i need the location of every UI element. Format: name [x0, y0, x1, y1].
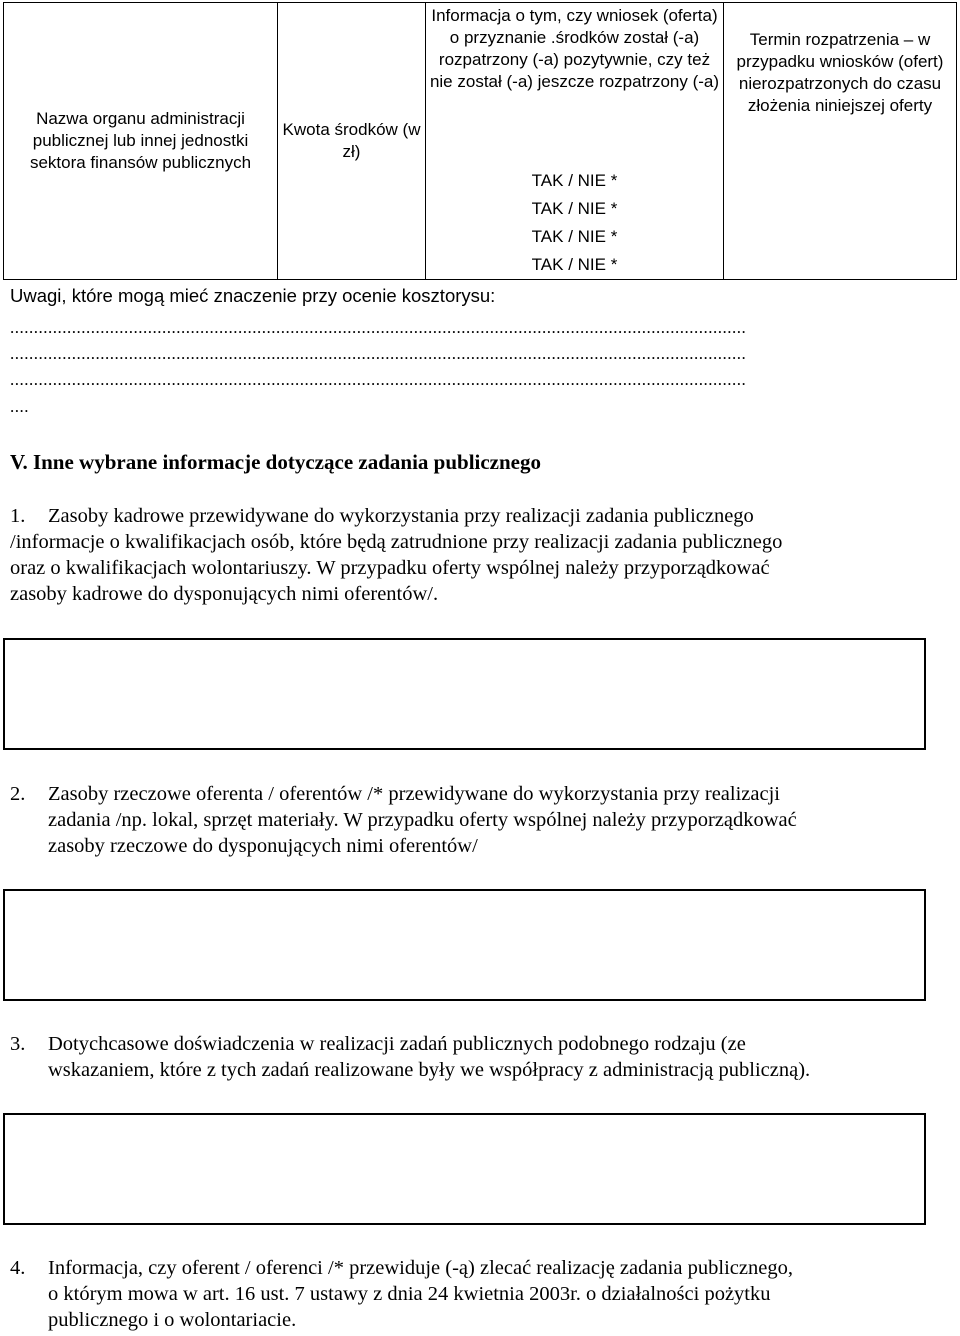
item-text-line: Zasoby rzeczowe oferenta / oferentów /* przewidywane do wykorzystania przy realizacji	[48, 783, 780, 805]
answer-box-staff[interactable]	[3, 638, 926, 750]
remarks-dotted-line: ...........................................................................................................................................................	[10, 318, 747, 337]
item-number: 2.	[10, 783, 26, 805]
status-option: TAK / NIE *	[531, 171, 618, 190]
remarks-label: Uwagi, które mogą mieć znaczenie przy ocenie kosztorysu:	[10, 285, 496, 306]
column-header-amount: Kwota środków (w zł)	[278, 3, 426, 280]
remarks-dotted-line: ...........................................................................................................................................................	[10, 344, 747, 363]
item-text-line: /informacje o kwalifikacjach osób, które będą zatrudnione przy realizacji zadania publicznego	[10, 531, 783, 553]
item-text-line: zadania /np. lokal, sprzęt materiały. W przypadku oferty wspólnej należy przyporządkować	[48, 809, 797, 831]
remarks-dotted-line: ...........................................................................................................................................................	[10, 370, 747, 389]
remarks-dotted-line: ....	[10, 397, 29, 416]
item-text-line: Zasoby kadrowe przewidywane do wykorzystania przy realizacji zadania publicznego	[48, 505, 754, 527]
item-1	[10, 503, 955, 607]
column-header-authority: Nazwa organu administracji publicznej lub innej jednostki sektora finansów publicznych	[4, 3, 278, 280]
status-option: TAK / NIE *	[531, 199, 618, 218]
item-text-line: Dotychcasowe doświadczenia w realizacji zadań publicznych podobnego rodzaju (ze	[48, 1033, 746, 1055]
item-number: 1.	[10, 505, 26, 527]
item-3	[10, 1031, 955, 1083]
item-text-line: zasoby kadrowe do dysponujących nimi oferentów/.	[10, 583, 439, 605]
column-header-status: Informacja o tym, czy wniosek (oferta) o przyznanie .środków został (-a) rozpatrzony (-a) pozytywnie, czy też nie został (-a) jeszcze rozpatrzony (-a)	[429, 6, 720, 91]
answer-box-experience[interactable]	[3, 1113, 926, 1225]
item-text-line: oraz o kwalifikacjach wolontariuszy. W przypadku oferty wspólnej należy przyporządkować	[10, 557, 770, 579]
section-heading: V. Inne wybrane informacje dotyczące zadania publicznego	[10, 450, 541, 474]
item-2	[10, 781, 955, 859]
item-text-line: o którym mowa w art. 16 ust. 7 ustawy z dnia 24 kwietnia 2003r. o działalności pożytku	[48, 1283, 771, 1305]
item-text-line: wskazaniem, które z tych zadań realizowane były we współpracy z administracją publiczną).	[48, 1059, 811, 1081]
item-number: 3.	[10, 1033, 26, 1055]
column-application-status	[426, 3, 724, 280]
item-number: 4.	[10, 1257, 26, 1279]
answer-box-material[interactable]	[3, 889, 926, 1001]
item-4	[10, 1255, 955, 1333]
funds-table	[3, 2, 956, 278]
column-header-deadline: Termin rozpatrzenia – w przypadku wniosków (ofert) nierozpatrzonych do czasu złożenia niniejszej oferty	[724, 3, 957, 280]
item-text-line: Informacja, czy oferent / oferenci /* przewiduje (-ą) zlecać realizację zadania publicznego,	[48, 1257, 793, 1279]
status-option: TAK / NIE *	[531, 255, 618, 274]
item-text-line: zasoby rzeczowe do dysponujących nimi oferentów/	[48, 835, 478, 857]
item-text-line: publicznego i o wolontariacie.	[48, 1309, 297, 1331]
status-option: TAK / NIE *	[531, 227, 618, 246]
